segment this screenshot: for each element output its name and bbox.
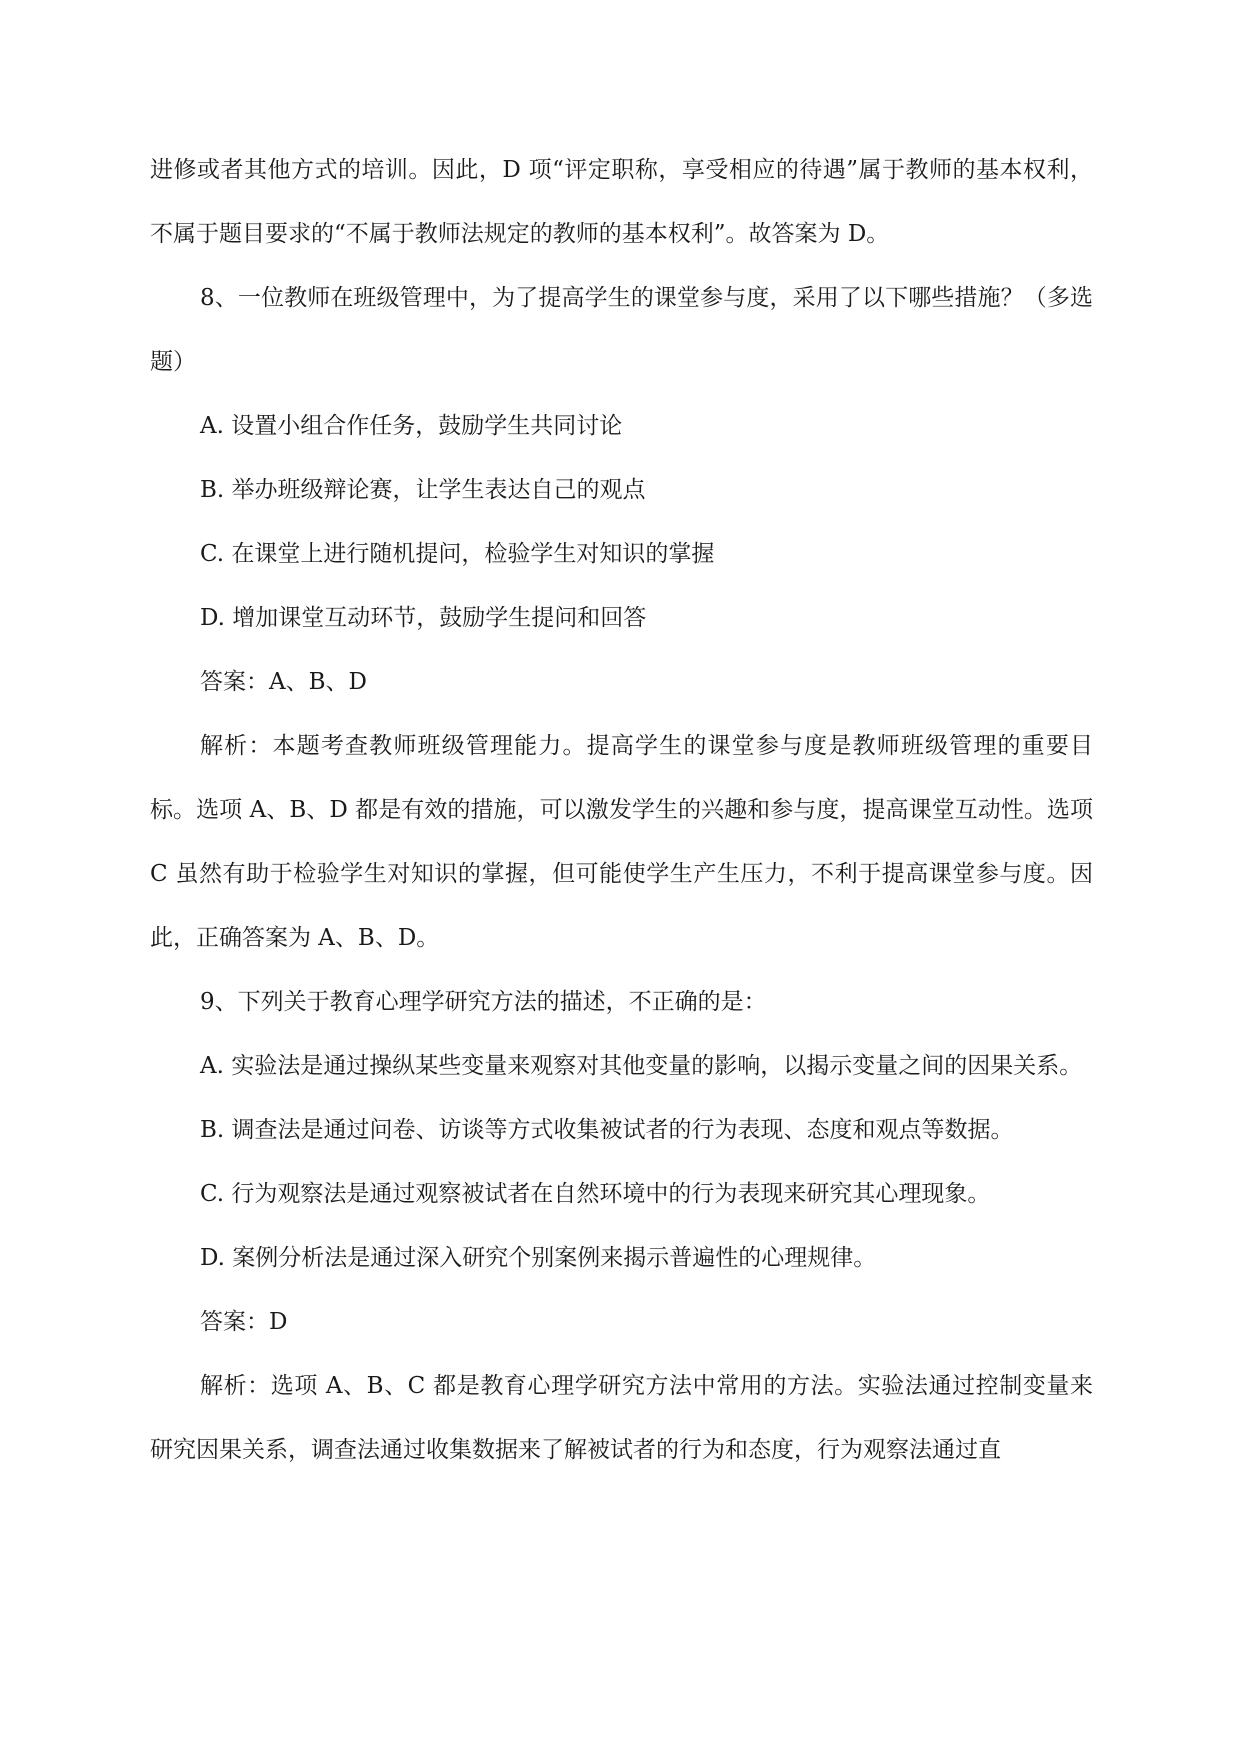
question-8-option-a: A. 设置小组合作任务，鼓励学生共同讨论: [200, 413, 623, 439]
question-9-option-a: A. 实验法是通过操纵某些变量来观察对其他变量的影响，以揭示变量之间的因果关系。: [200, 1053, 1083, 1079]
document-body: [150, 138, 1093, 1482]
question-8-option-d: D. 增加课堂互动环节，鼓励学生提问和回答: [200, 605, 647, 631]
question-8-answer: 答案：A、B、D: [200, 669, 367, 695]
question-9-option-b: B. 调查法是通过问卷、访谈等方式收集被试者的行为表现、态度和观点等数据。: [200, 1117, 1014, 1143]
question-8-option-c: C. 在课堂上进行随机提问，检验学生对知识的掌握: [200, 541, 715, 567]
question-9-answer: 答案：D: [200, 1309, 288, 1335]
question-9-option-c: C. 行为观察法是通过观察被试者在自然环境中的行为表现来研究其心理现象。: [200, 1181, 991, 1207]
question-8-option-b: B. 举办班级辩论赛，让学生表达自己的观点: [200, 477, 646, 503]
question-8: 8、一位教师在班级管理中，为了提高学生的课堂参与度，采用了以下哪些措施？（多选题）: [150, 285, 1093, 375]
question-9-option-d: D. 案例分析法是通过深入研究个别案例来揭示普遍性的心理规律。: [200, 1245, 877, 1271]
question-9: 9、下列关于教育心理学研究方法的描述，不正确的是：: [200, 989, 767, 1015]
question-9-analysis: 解析：选项 A、B、C 都是教育心理学研究方法中常用的方法。实验法通过控制变量来研究因果关系，调查法通过收集数据来了解被试者的行为和态度，行为观察法通过直: [150, 1373, 1093, 1463]
continuation-paragraph: 进修或者其他方式的培训。因此，D 项“评定职称，享受相应的待遇”属于教师的基本权利，不属于题目要求的“不属于教师法规定的教师的基本权利”。故答案为 D。: [150, 157, 1093, 247]
question-8-analysis: 解析：本题考查教师班级管理能力。提高学生的课堂参与度是教师班级管理的重要目标。选项 A、B、D 都是有效的措施，可以激发学生的兴趣和参与度，提高课堂互动性。选项 C 虽然有助于检验学生对知识的掌握，但可能使学生产生压力，不利于提高课堂参与度。因此，正确答案为 A、B、D。: [150, 733, 1093, 951]
